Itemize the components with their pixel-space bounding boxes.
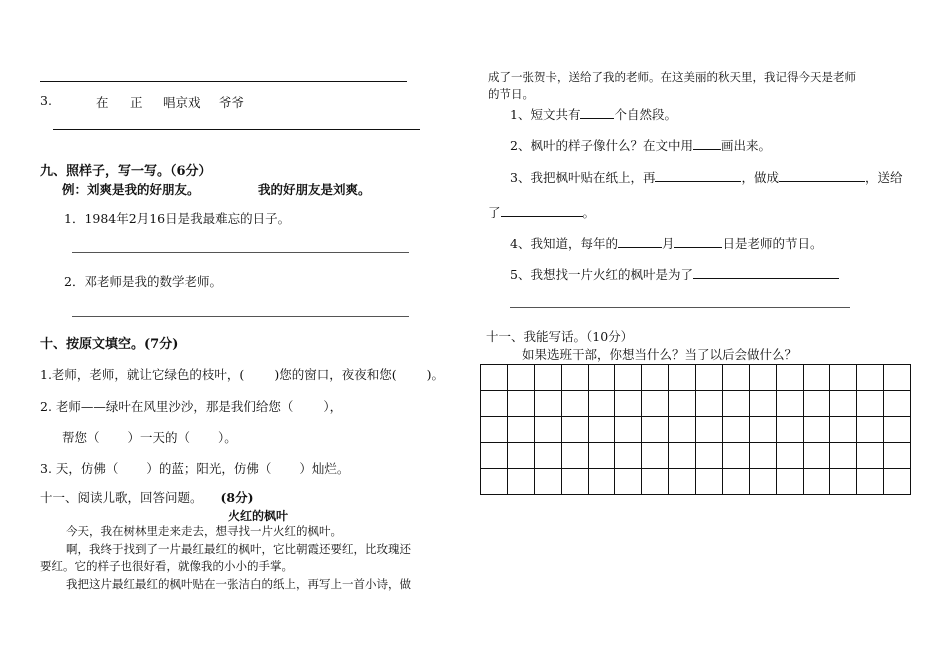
passage-continuation: 成了一张贺卡，送给了我的老师。在这美丽的秋天里，我记得今天是老师 bbox=[488, 70, 856, 84]
grid-cell[interactable] bbox=[481, 469, 508, 495]
grid-cell[interactable] bbox=[669, 365, 696, 391]
grid-cell[interactable] bbox=[884, 443, 911, 469]
answer-blank[interactable] bbox=[693, 266, 839, 279]
fill-text: ）的蓝；阳光，仿佛（ bbox=[146, 461, 272, 476]
grid-cell[interactable] bbox=[777, 365, 804, 391]
grid-cell[interactable] bbox=[777, 469, 804, 495]
question-item bbox=[510, 234, 823, 252]
word-tile: 在 bbox=[96, 95, 109, 110]
question-text: 。 bbox=[582, 205, 596, 220]
question-text: ，送给 bbox=[864, 170, 903, 185]
answer-blank[interactable] bbox=[655, 169, 741, 182]
grid-cell[interactable] bbox=[723, 365, 750, 391]
grid-cell[interactable] bbox=[857, 417, 884, 443]
answer-line[interactable] bbox=[40, 81, 407, 82]
grid-cell[interactable] bbox=[804, 417, 831, 443]
grid-cell[interactable] bbox=[589, 443, 616, 469]
word-tile: 正 bbox=[130, 95, 143, 110]
question-text: ，做成 bbox=[741, 170, 779, 185]
answer-line[interactable] bbox=[72, 252, 409, 253]
fill-text: 帮您（ bbox=[62, 430, 100, 445]
grid-cell[interactable] bbox=[562, 443, 589, 469]
grid-cell[interactable] bbox=[884, 469, 911, 495]
answer-blank[interactable] bbox=[501, 204, 583, 217]
grid-cell[interactable] bbox=[669, 391, 696, 417]
grid-cell[interactable] bbox=[723, 391, 750, 417]
answer-blank[interactable] bbox=[580, 106, 614, 119]
grid-cell[interactable] bbox=[669, 469, 696, 495]
fill-blank-line bbox=[40, 397, 342, 415]
section-9-title: 九、照样子，写一写。（6分） bbox=[40, 164, 212, 179]
grid-cell[interactable] bbox=[750, 391, 777, 417]
question-text: 日是老师的节日。 bbox=[722, 236, 823, 251]
grid-cell[interactable] bbox=[857, 365, 884, 391]
fill-text: ）， bbox=[323, 399, 343, 414]
grid-cell[interactable] bbox=[884, 417, 911, 443]
grid-cell[interactable] bbox=[804, 469, 831, 495]
grid-cell[interactable] bbox=[750, 443, 777, 469]
grid-cell[interactable] bbox=[481, 391, 508, 417]
grid-cell[interactable] bbox=[535, 391, 562, 417]
grid-cell[interactable] bbox=[589, 365, 616, 391]
grid-cell[interactable] bbox=[481, 417, 508, 443]
question-item bbox=[510, 265, 839, 283]
q3-number: 3. bbox=[40, 93, 52, 108]
grid-cell[interactable] bbox=[615, 469, 642, 495]
question-text: 个自然段。 bbox=[614, 107, 677, 122]
grid-cell[interactable] bbox=[535, 443, 562, 469]
question-text: 4、我知道，每年的 bbox=[510, 236, 618, 251]
section-11-title bbox=[40, 488, 254, 506]
grid-cell[interactable] bbox=[723, 469, 750, 495]
question-text: 1、短文共有 bbox=[510, 107, 581, 122]
grid-cell[interactable] bbox=[696, 417, 723, 443]
grid-cell[interactable] bbox=[723, 417, 750, 443]
grid-cell[interactable] bbox=[642, 443, 669, 469]
question-item bbox=[510, 168, 903, 186]
fill-blank-line bbox=[62, 428, 237, 446]
question-text: 画出来。 bbox=[720, 138, 771, 153]
grid-cell[interactable] bbox=[535, 365, 562, 391]
grid-cell[interactable] bbox=[642, 365, 669, 391]
poem-paragraph: 今天，我在树林里走来走去，想寻找一片火红的枫叶。 bbox=[66, 524, 342, 538]
grid-cell[interactable] bbox=[535, 469, 562, 495]
grid-cell[interactable] bbox=[857, 469, 884, 495]
fill-blank-line bbox=[40, 365, 444, 383]
grid-cell[interactable] bbox=[884, 391, 911, 417]
poem-paragraph: 要红。它的样子也很好看，就像我的小小的手掌。 bbox=[40, 559, 293, 573]
word-tile: 爷爷 bbox=[219, 95, 245, 110]
section-11b-title: 十一、我能写话。（10分） bbox=[486, 329, 634, 344]
section-10-title: 十、按原文填空。(7分) bbox=[40, 337, 179, 352]
grid-cell[interactable] bbox=[750, 417, 777, 443]
grid-cell[interactable] bbox=[804, 391, 831, 417]
grid-cell[interactable] bbox=[615, 417, 642, 443]
grid-cell[interactable] bbox=[562, 469, 589, 495]
grid-cell[interactable] bbox=[884, 365, 911, 391]
fill-text: 3. 天，仿佛（ bbox=[40, 461, 119, 476]
grid-cell[interactable] bbox=[615, 391, 642, 417]
answer-blank[interactable] bbox=[693, 137, 721, 150]
passage-continuation: 的节日。 bbox=[488, 87, 534, 101]
grid-cell[interactable] bbox=[508, 417, 535, 443]
grid-cell[interactable] bbox=[642, 469, 669, 495]
question-text: 月 bbox=[661, 236, 675, 251]
question-item bbox=[510, 105, 677, 123]
writing-grid[interactable] bbox=[480, 364, 911, 495]
grid-cell[interactable] bbox=[696, 469, 723, 495]
grid-cell[interactable] bbox=[615, 443, 642, 469]
example-sentence: 例：刘爽是我的好朋友。 bbox=[62, 182, 200, 197]
grid-cell[interactable] bbox=[508, 469, 535, 495]
grid-cell[interactable] bbox=[857, 391, 884, 417]
exercise-item: 1．1984年2月16日是我最难忘的日子。 bbox=[64, 211, 291, 226]
answer-line[interactable] bbox=[510, 307, 850, 308]
grid-cell[interactable] bbox=[830, 443, 857, 469]
fill-text: 1.老师，老师，就让它绿色的枝叶，( bbox=[40, 367, 245, 382]
grid-cell[interactable] bbox=[804, 443, 831, 469]
grid-cell[interactable] bbox=[750, 469, 777, 495]
grid-cell[interactable] bbox=[777, 443, 804, 469]
grid-cell[interactable] bbox=[481, 443, 508, 469]
grid-cell[interactable] bbox=[830, 417, 857, 443]
grid-cell[interactable] bbox=[642, 417, 669, 443]
question-item bbox=[488, 203, 595, 221]
grid-cell[interactable] bbox=[508, 443, 535, 469]
grid-cell[interactable] bbox=[589, 469, 616, 495]
section-title-text: 十一、阅读儿歌，回答问题。 bbox=[40, 490, 203, 505]
poem-paragraph: 我把这片最红最红的枫叶贴在一张洁白的纸上，再写上一首小诗，做 bbox=[66, 577, 411, 591]
grid-cell[interactable] bbox=[777, 391, 804, 417]
grid-cell[interactable] bbox=[562, 391, 589, 417]
grid-cell[interactable] bbox=[589, 417, 616, 443]
grid-cell[interactable] bbox=[830, 469, 857, 495]
fill-text: ）。 bbox=[218, 430, 237, 445]
grid-cell[interactable] bbox=[508, 391, 535, 417]
grid-cell[interactable] bbox=[481, 365, 508, 391]
fill-text: )。 bbox=[426, 367, 444, 382]
answer-blank[interactable] bbox=[618, 235, 662, 248]
exercise-item: 2．邓老师是我的数学老师。 bbox=[64, 274, 222, 289]
grid-cell[interactable] bbox=[804, 365, 831, 391]
fill-text: 2. 老师——绿叶在风里沙沙，那是我们给您（ bbox=[40, 399, 294, 414]
grid-cell[interactable] bbox=[508, 365, 535, 391]
grid-cell[interactable] bbox=[642, 391, 669, 417]
grid-cell[interactable] bbox=[562, 365, 589, 391]
grid-cell[interactable] bbox=[857, 443, 884, 469]
grid-cell[interactable] bbox=[589, 391, 616, 417]
word-tile: 唱京戏 bbox=[163, 95, 201, 110]
grid-cell[interactable] bbox=[535, 417, 562, 443]
grid-cell[interactable] bbox=[830, 391, 857, 417]
fill-blank-line bbox=[40, 459, 349, 477]
grid-cell[interactable] bbox=[696, 443, 723, 469]
grid-cell[interactable] bbox=[750, 365, 777, 391]
fill-text: ）灿烂。 bbox=[299, 461, 350, 476]
grid-cell[interactable] bbox=[669, 417, 696, 443]
grid-cell[interactable] bbox=[723, 443, 750, 469]
fill-text: ）一天的（ bbox=[127, 430, 191, 445]
answer-blank[interactable] bbox=[674, 235, 722, 248]
example-answer: 我的好朋友是刘爽。 bbox=[258, 182, 371, 197]
grid-cell[interactable] bbox=[830, 365, 857, 391]
grid-cell[interactable] bbox=[696, 365, 723, 391]
fill-text: )您的窗口，夜夜和您( bbox=[274, 367, 397, 382]
question-text: 了 bbox=[488, 205, 501, 220]
question-text: 3、我把枫叶贴在纸上，再 bbox=[510, 170, 656, 185]
grid-cell[interactable] bbox=[696, 391, 723, 417]
writing-prompt: 如果选班干部，你想当什么？当了以后会做什么？ bbox=[522, 347, 798, 362]
poem-title: 火红的枫叶 bbox=[228, 509, 289, 523]
section-score: (8分) bbox=[220, 490, 254, 505]
grid-cell[interactable] bbox=[615, 365, 642, 391]
answer-blank[interactable] bbox=[779, 169, 865, 182]
question-text: 2、枫叶的样子像什么？在文中用 bbox=[510, 138, 693, 153]
grid-cell[interactable] bbox=[669, 443, 696, 469]
answer-line[interactable] bbox=[72, 316, 409, 317]
question-item bbox=[510, 136, 771, 154]
grid-cell[interactable] bbox=[777, 417, 804, 443]
question-text: 5、我想找一片火红的枫叶是为了 bbox=[510, 267, 693, 282]
answer-line[interactable] bbox=[53, 129, 420, 130]
poem-paragraph: 啊，我终于找到了一片最红最红的枫叶，它比朝霞还要红，比玫瑰还 bbox=[66, 542, 411, 556]
grid-cell[interactable] bbox=[562, 417, 589, 443]
